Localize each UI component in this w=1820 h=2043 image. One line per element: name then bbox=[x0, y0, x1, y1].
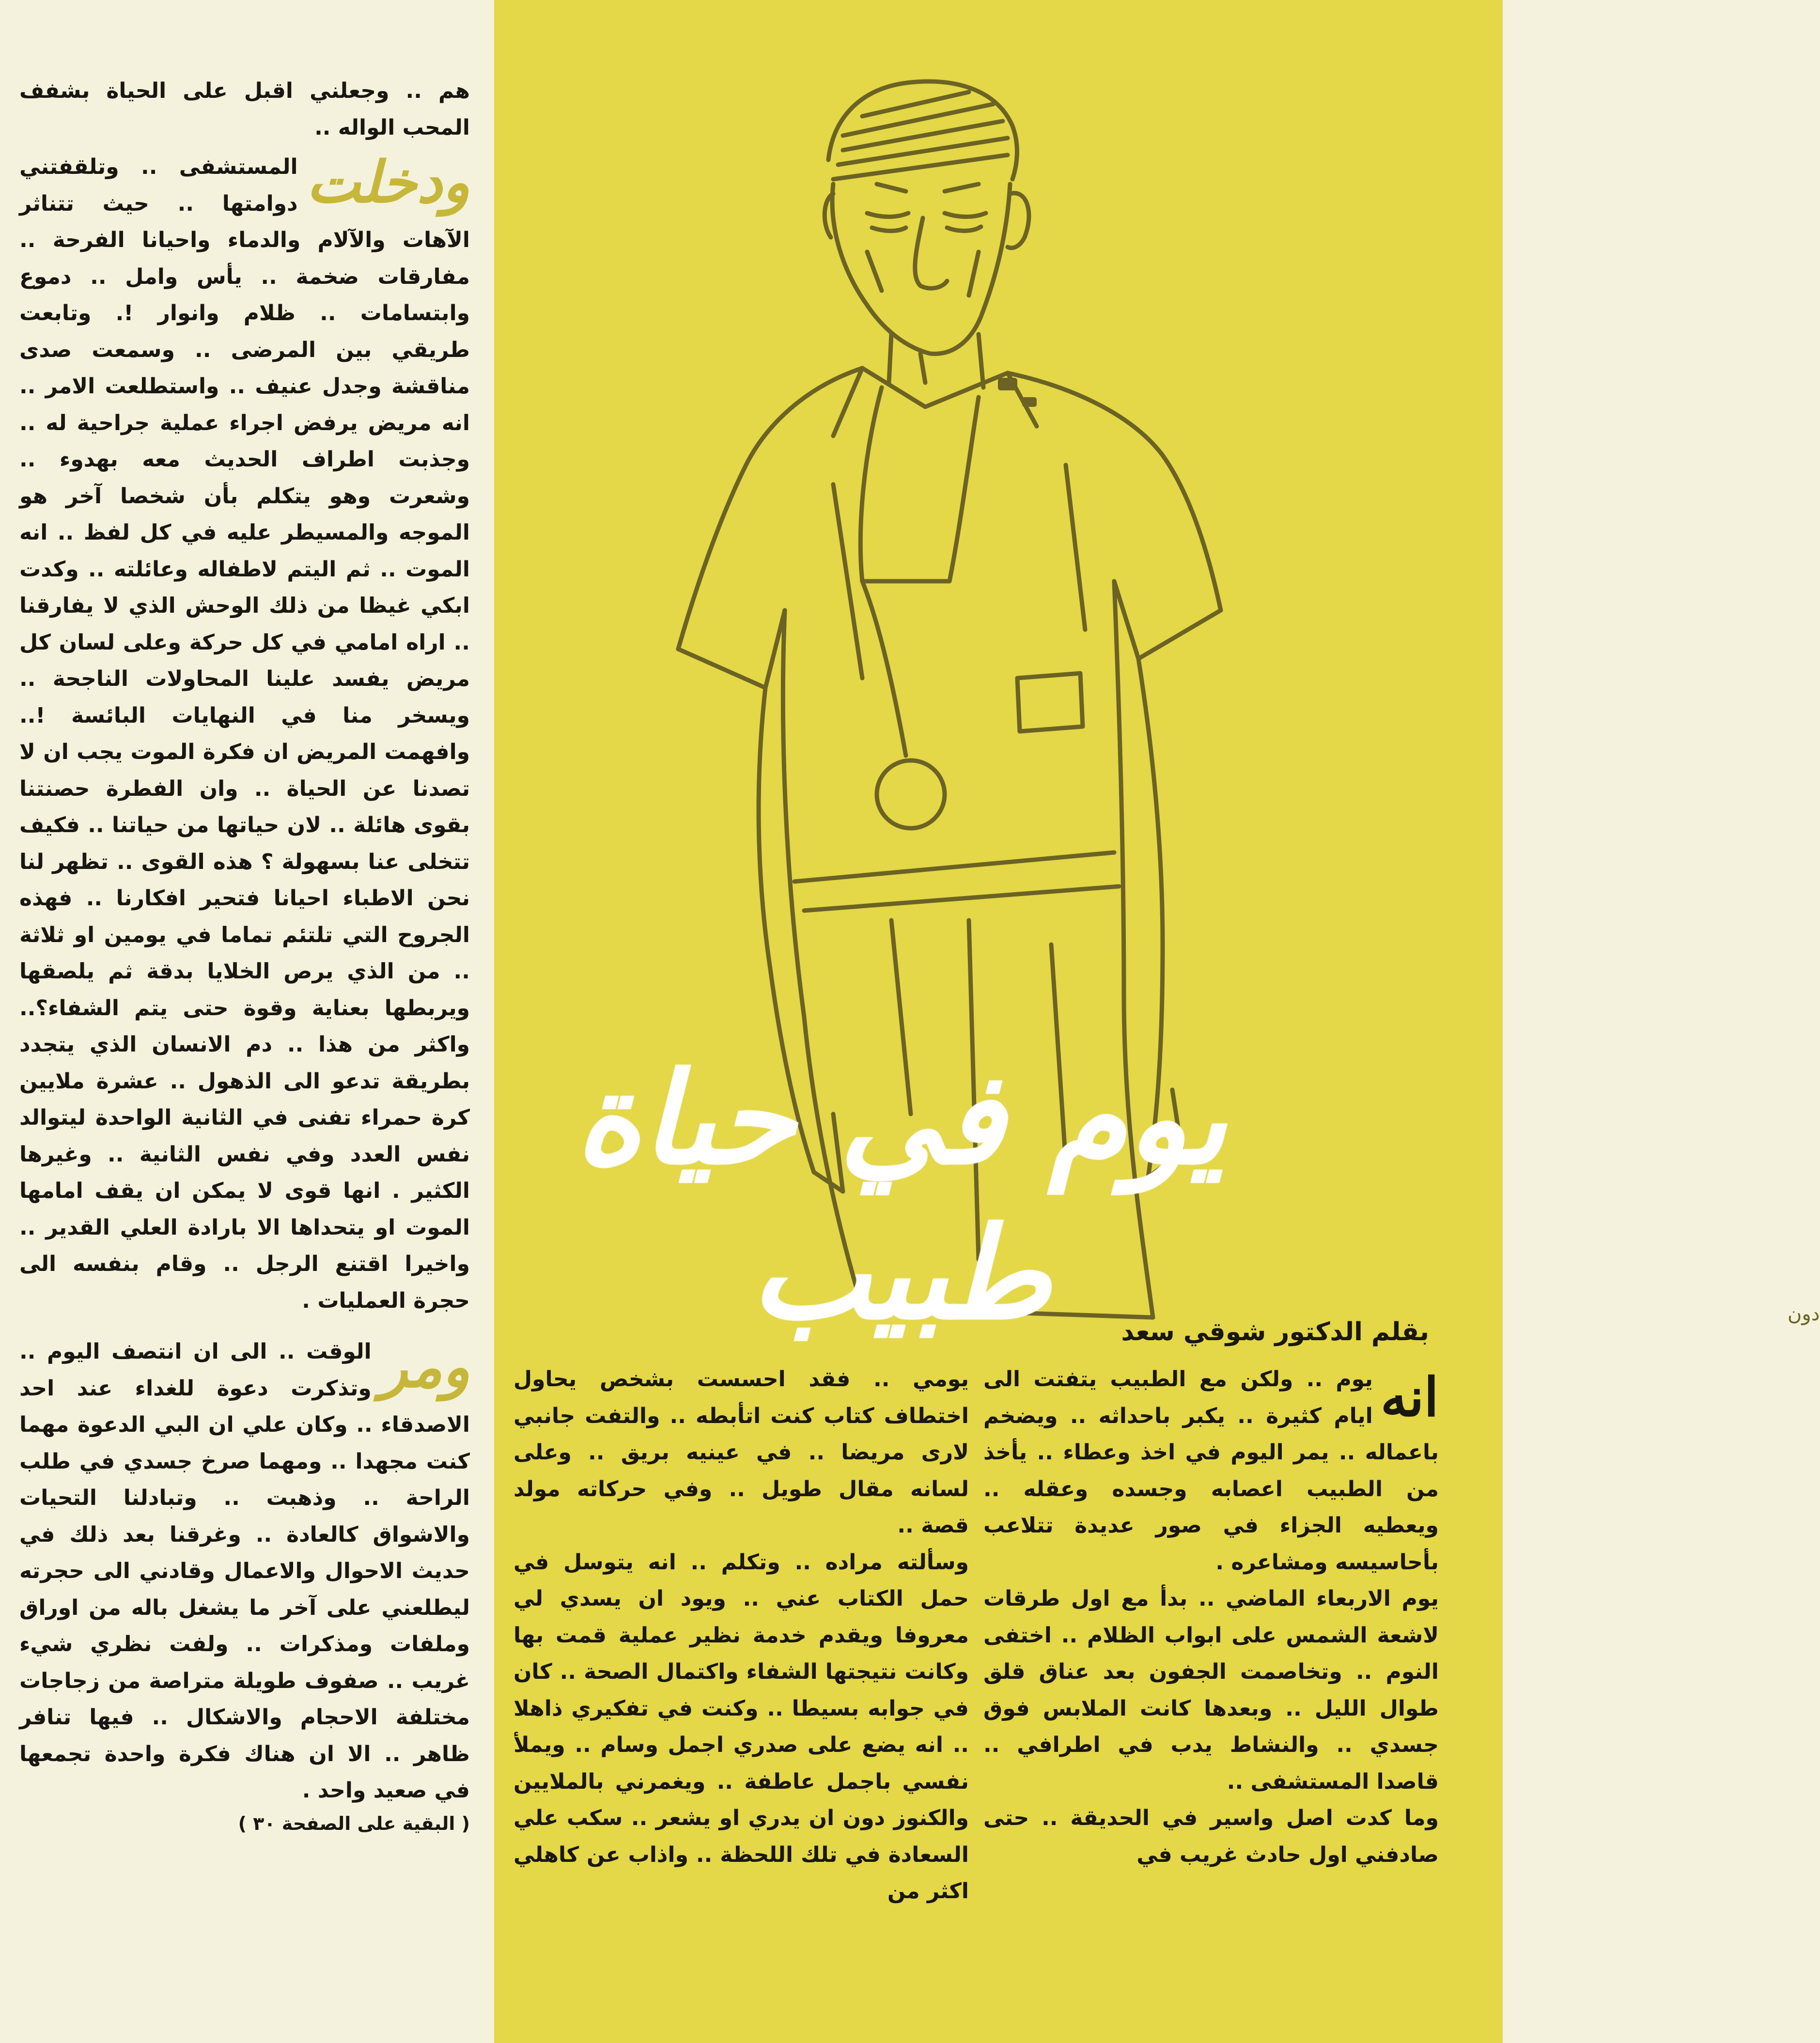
left-text-column bbox=[19, 73, 470, 2010]
lower-left-column bbox=[513, 1361, 969, 2005]
lower-right-paragraph-3: وما كدت اصل واسير في الحديقة .. حتى صادفني اول حادث غريب في bbox=[983, 1806, 1439, 1867]
section1-text: المستشفى .. وتلقفتني دوامتها .. حيث تتناثر الآهات والآلام والدماء واحيانا الفرحة .. مفارقات ضخمة .. يأس وامل .. دموع وابتسامات .. ظلام وانوار !. وتابعت طريقي بين المرضى .. وسمعت صدى مناقشة وجدل عنيف .. واستطلعت الامر .. انه مريض يرفض اجراء عملية جراحية له .. وجذبت اطراف الحديث معه بهدوء .. وشعرت وهو يتكلم بأن شخصا آخر هو الموجه والمسيطر عليه في كل لفظ .. انه الموت .. ثم اليتم لاطفاله وعائلته .. وكدت ابكي غيظا من ذلك الوحش الذي لا يفارقنا .. اراه امامي في كل حركة وعلى لسان كل مريض يفسد علينا المحاولات الناجحة .. ويسخر منا في النهايات البائسة !.. وافهمت المريض ان فكرة الموت يجب ان لا تصدنا عن الحياة .. وان الفطرة حصنتنا بقوى هائلة .. لان حياتها من حياتنا .. فكيف تتخلى عنا بسهولة ؟ هذه القوى .. تظهر لنا نحن الاطباء احيانا فتحير افكارنا .. فهذه الجروح التي تلتئم تماما في يومين او ثلاثة .. من الذي يرص الخلايا بدقة ثم يلصقها ويربطها بعناية وقوة حتى يتم الشفاء؟.. واكثر من هذا .. دم الانسان الذي يتجدد بطريقة تدعو الى الذهول .. عشرة ملايين كرة حمراء تفنى في الثانية الواحدة ليتوالد نفس العدد وفي نفس الثانية .. وغيرها الكثير . انها قوى لا يمكن ان يقف امامها الموت او يتحداها الا بارادة العلي القدير .. واخيرا اقتنع الرجل .. وقام بنفسه الى حجرة العمليات . bbox=[19, 155, 470, 1313]
section2-paragraph bbox=[19, 1333, 470, 1809]
artist-signature: دون bbox=[1788, 1303, 1820, 1325]
section1-dropcap: ودخلت bbox=[306, 148, 470, 216]
byline: بقلم الدكتور شوقي سعد bbox=[1121, 1317, 1429, 1347]
lower-left-paragraph-1: يومي .. فقد احسست بشخص يحاول اختطاف كتاب كنت اتأبطه .. والتفت جانبي لارى مريضا .. في عينيه بريق .. وعلى لسانه مقال طويل .. وفي حركاته مولد قصة .. bbox=[513, 1367, 969, 1538]
lower-right-paragraph-1 bbox=[983, 1361, 1439, 1580]
section1-paragraph bbox=[19, 149, 470, 1319]
article-title: يوم في حياة طبيب bbox=[575, 1045, 1227, 1347]
lower-left-paragraph-2: وسألته مراده .. وتكلم .. انه يتوسل في حمل الكتاب عني .. ويود ان يسدي لي معروفا ويقدم خدمة نظير عملية قمت بها وكانت نتيجتها الشفاء واكتمال الصحة .. كان في جوابه بسيطا .. وكنت في تفكيري ذاهلا .. انه يضع على صدري اجمل وسام .. ويملأ نفسي باجمل عاطفة .. ويغمرني بالملايين والكنوز دون ان يدري او يشعر .. سكب علي السعادة في تلك اللحظة .. واذاب عن كاهلي اكثر من bbox=[513, 1549, 969, 1904]
section2-dropcap: ومر bbox=[380, 1333, 470, 1400]
section2-text: الوقت .. الى ان انتصف اليوم .. وتذكرت دعوة للغداء عند احد الاصدقاء .. وكان علي ان البي الدعوة مهما كنت مجهدا .. ومهما صرخ جسدي في طلب الراحة .. وذهبت .. وتبادلنا التحيات والاشواق كالعادة .. وغرقنا بعد ذلك في حديث الاحوال والاعمال وقادني الى حجرته ليطلعني على آخر ما يشغل باله من اوراق وملفات ومذكرات .. ولفت نظري شيء غريب .. صفوف طويلة متراصة من زجاجات مختلفة الاحجام والاشكال .. فيها تنافر ظاهر .. الا ان هناك فكرة واحدة تجمعها في صعيد واحد . bbox=[19, 1339, 470, 1803]
lower-right-column bbox=[983, 1361, 1439, 2005]
lower-right-text-1: يوم .. ولكن مع الطبيب يتفتت الى ايام كثيرة .. يكبر باحداثه .. ويضخم باعماله .. يمر اليوم في اخذ وعطاء .. يأخذ من الطبيب اعصابه وجسده وعقله .. ويعطيه الجزاء في صور عديدة تتلاعب بأحاسيسه ومشاعره . bbox=[983, 1367, 1439, 1575]
left-intro-paragraph: هم .. وجعلني اقبل على الحياة بشفف المحب الواله .. bbox=[19, 78, 470, 140]
lower-right-paragraph-2: يوم الاربعاء الماضي .. بدأ مع اول طرقات لاشعة الشمس على ابواب الظلام .. اختفى النوم .. وتخاصمت الجفون بعد عناق قلق طوال الليل .. وبعدها كانت الملابس فوق جسدي .. والنشاط يدب في اطرافي .. قاصدا المستشفى .. bbox=[983, 1586, 1439, 1794]
continued-note: ( البقية على الصفحة ٣٠ ) bbox=[238, 1812, 470, 1834]
lower-right-dropcap: انه bbox=[1380, 1366, 1439, 1428]
